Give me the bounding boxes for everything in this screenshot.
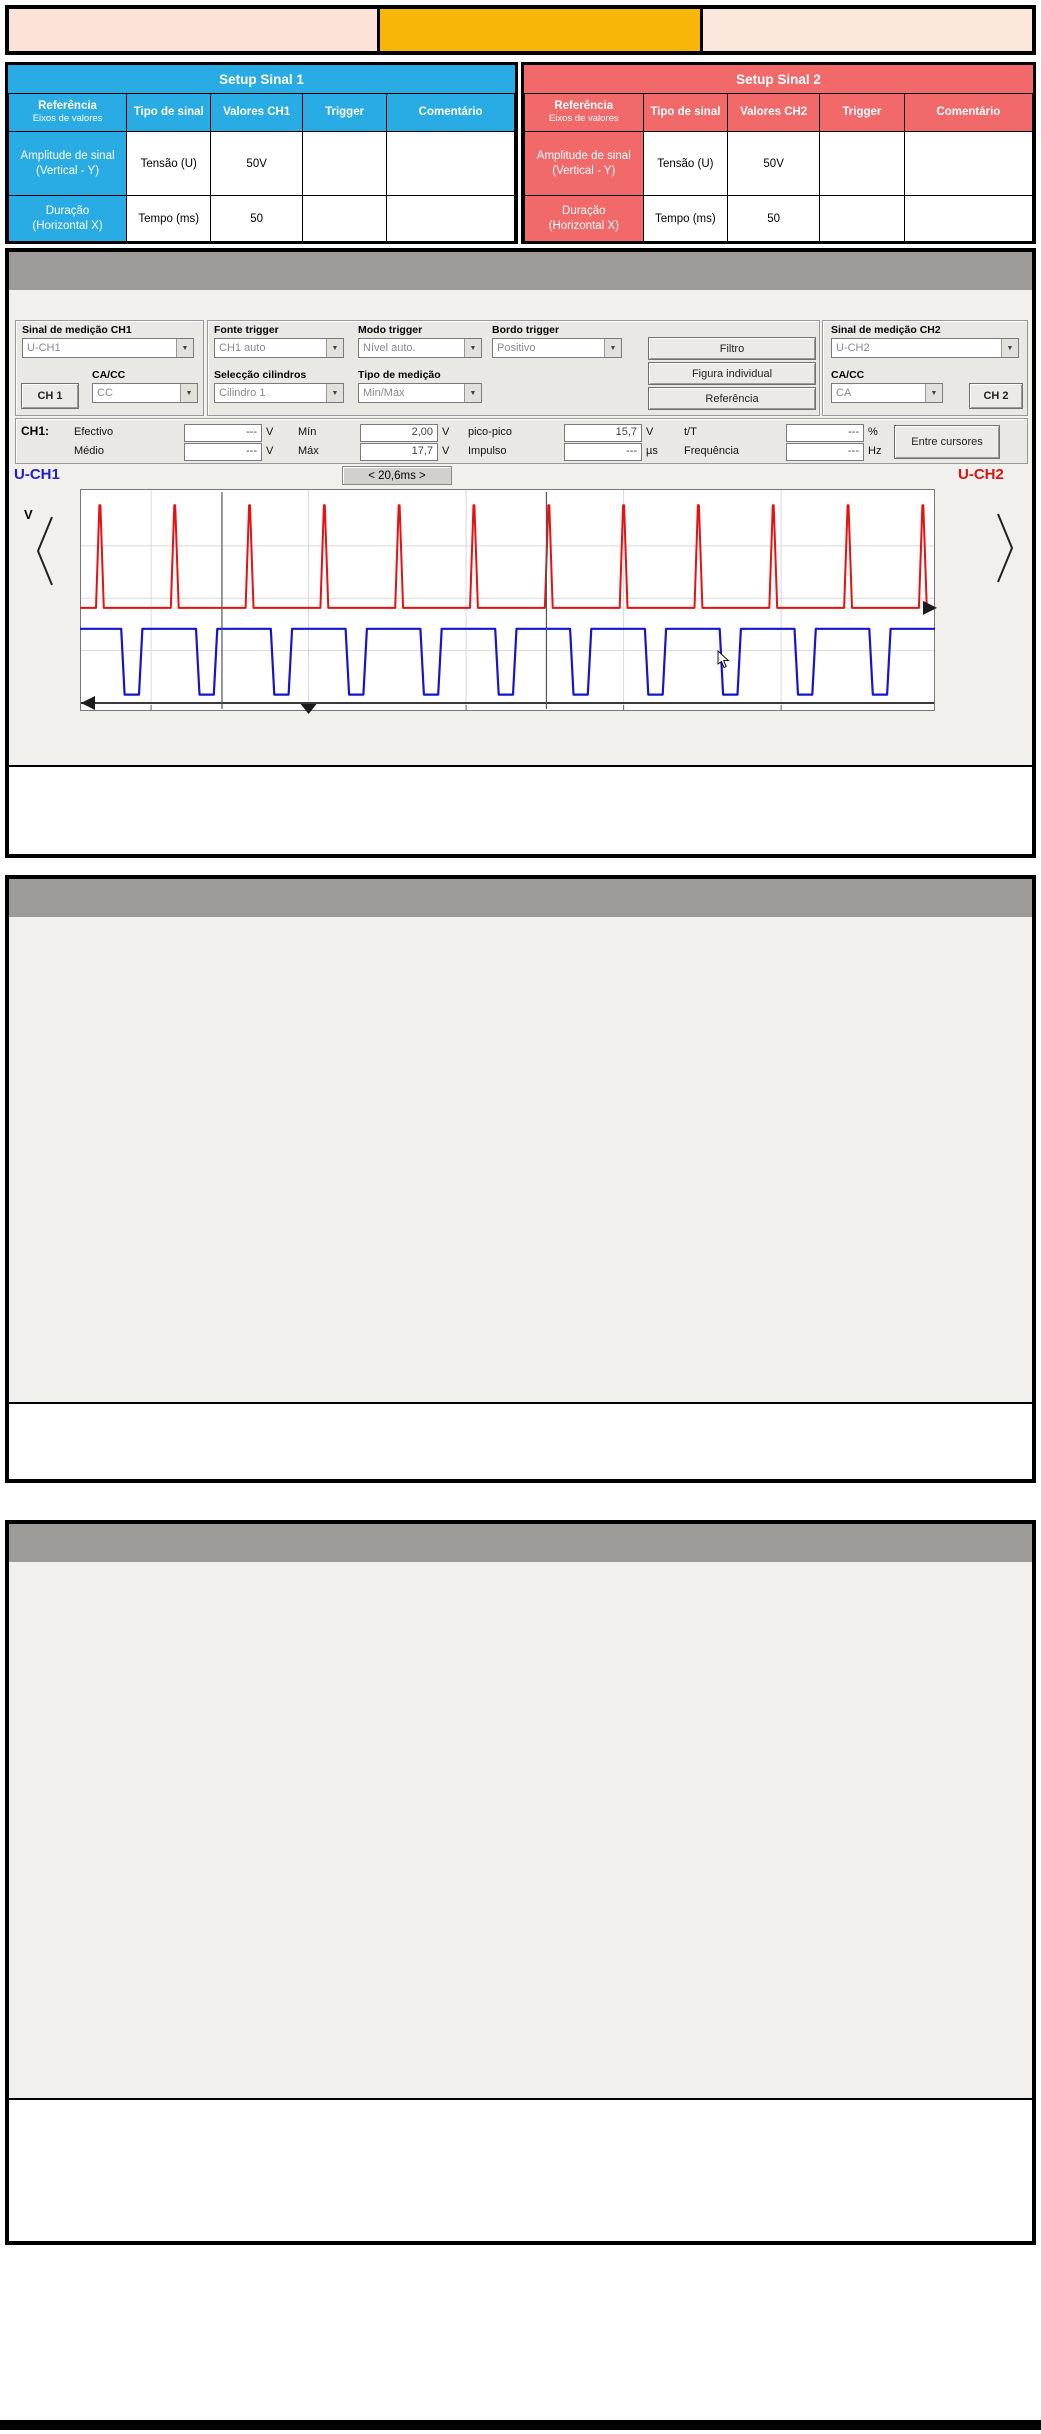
filtro-button[interactable]: Filtro [648,337,816,360]
fonte-trigger-select[interactable] [214,338,344,358]
medio-label: Médio [74,445,104,457]
referencia-button[interactable]: Referência [648,387,816,410]
comentario-cell [904,196,1032,242]
valor-cell: 50 [211,196,303,242]
measurement-section-3 [5,1520,1036,2245]
header-measured-label [377,9,703,51]
valor-cell: 50V [728,132,820,196]
ch2-signal-select-value: U-CH2 [836,342,870,354]
ch2-signal-select-arrow-icon[interactable]: ▼ [1001,339,1018,357]
trigger-cell [820,132,905,196]
col-comentario-header: Comentário [387,94,515,132]
scroll-left-chevron[interactable] [38,517,52,585]
max-value: 17,7 [360,443,438,461]
efectivo-label: Efectivo [74,426,114,438]
ch2-coupling-select-value: CA [836,387,852,399]
seleccao-cilindros-select-arrow-icon[interactable]: ▼ [326,384,343,402]
ch1-signal-group [22,324,194,358]
ch2-coupling-select-arrow-icon[interactable]: ▼ [925,384,942,402]
setup-table-grid [524,93,1033,242]
comentario-cell [387,196,515,242]
ch1-coupling-select-value: CC [97,387,113,399]
trigger-cell [302,132,386,196]
efectivo-value: --- [184,424,262,442]
ch1-coupling-group-label: CA/CC [92,369,126,381]
bordo-trigger-group-label: Bordo trigger [492,324,560,336]
pico_pico-value: 15,7 [564,424,642,442]
tipo-cell: Tempo (ms) [643,196,728,242]
col-referencia-header: Referência Eixos de valores [9,94,127,132]
ch1-signal-select-value: U-CH1 [27,342,61,354]
modo-trigger-select[interactable] [358,338,482,358]
row-label: Amplitude de sinal (Vertical - Y) [525,132,644,196]
comentario-cell [904,132,1032,196]
ch1-signal-select-arrow-icon[interactable]: ▼ [176,339,193,357]
col-valores-header: Valores CH2 [728,94,820,132]
seleccao-cilindros-select-value: Cilindro 1 [219,387,266,399]
trigger-cell [302,196,386,242]
cursor-delta-time[interactable]: < 20,6ms > [342,466,452,485]
frequencia-label: Frequência [684,445,740,457]
measurement-panel [15,418,1028,464]
setup-table-1 [5,62,518,244]
tipo-medicao-select[interactable] [358,383,482,403]
left-axis-unit: V [24,507,33,522]
row-label: Duração (Horizontal X) [9,196,127,242]
section-title-band [9,879,1032,917]
col-tipo-header: Tipo de sinal [127,94,211,132]
fonte-trigger-select-value: CH1 auto [219,342,266,354]
entre-cursores-button[interactable]: Entre cursores [894,425,1000,459]
setup-table-title: Setup Sinal 2 [524,65,1033,93]
ch2-signal-group [831,324,1019,358]
pico_pico-unit: V [646,426,654,438]
trigger-panel [207,320,820,416]
ch1-coupling-select[interactable] [92,383,198,403]
min-value: 2,00 [360,424,438,442]
graph-area [12,489,1028,757]
bordo-trigger-select[interactable] [492,338,622,358]
comment-divider [9,765,1032,767]
comentario-cell [387,132,515,196]
ch2-signal-select[interactable] [831,338,1019,358]
row-label: Amplitude de sinal (Vertical - Y) [9,132,127,196]
tipo-medicao-select-arrow-icon[interactable]: ▼ [464,384,481,402]
ch2-coupling-group-label: CA/CC [831,369,865,381]
min-unit: V [442,426,450,438]
setup-table-title: Setup Sinal 1 [8,65,515,93]
t_T-label: t/T [684,426,697,438]
setup-table-grid [8,93,515,242]
pico_pico-label: pico-pico [468,426,513,438]
col-trigger-header: Trigger [820,94,905,132]
max-unit: V [442,445,450,457]
ch2-button[interactable]: CH 2 [969,383,1023,409]
min-label: Mín [298,426,317,438]
ch1-panel [15,320,204,416]
oscilloscope-screenshot-2 [12,995,1028,1416]
ch2-signal-group-label: Sinal de medição CH2 [831,324,941,336]
tipo-cell: Tensão (U) [127,132,211,196]
tipo-medicao-select-value: Min/Máx [363,387,405,399]
section-title-band [9,1524,1032,1562]
ch1-coupling-group [92,369,198,403]
valor-cell: 50 [728,196,820,242]
seleccao-group-label: Selecção cilindros [214,369,307,381]
bordo-trigger-select-value: Positivo [497,342,536,354]
max-label: Máx [298,445,319,457]
comment-divider [9,2098,1032,2100]
fonte-trigger-group-label: Fonte trigger [214,324,279,336]
ch2-coupling-group [831,369,943,403]
trigger-cell [820,196,905,242]
tipo-cell: Tensão (U) [643,132,728,196]
valor-cell: 50V [211,132,303,196]
section-title-band [9,252,1032,290]
page-bottom-rule [0,2420,1041,2430]
ch1-signal-select[interactable] [22,338,194,358]
modo-trigger-select-arrow-icon[interactable]: ▼ [464,339,481,357]
modo-trigger-group [358,324,482,358]
comment-divider [9,1402,1032,1404]
figura-individual-button[interactable]: Figura individual [648,362,816,385]
seleccao-cilindros-select[interactable] [214,383,344,403]
waveform-plot [12,489,1028,757]
measurement-section-1 [5,248,1036,858]
oscilloscope-screenshot-3 [12,1640,1028,2091]
col-tipo-header: Tipo de sinal [643,94,728,132]
measurement-section-2 [5,875,1036,1483]
document-header [5,5,1036,55]
t_T-unit: % [868,426,878,438]
ch2-coupling-select[interactable] [831,383,943,403]
bordo-trigger-select-arrow-icon[interactable]: ▼ [604,339,621,357]
modo-trigger-select-value: Nível auto. [363,342,416,354]
frequencia-value: --- [786,443,864,461]
frequencia-unit: Hz [868,445,882,457]
row-label: Duração (Horizontal X) [525,196,644,242]
header-measured-value [703,9,1032,51]
modo-trigger-group-label: Modo trigger [358,324,423,336]
setup-table-2 [521,62,1036,244]
col-valores-header: Valores CH1 [211,94,303,132]
header-empty-cell [9,9,377,51]
medio-value: --- [184,443,262,461]
bordo-trigger-group [492,324,622,358]
ch1-signal-group-label: Sinal de medição CH1 [22,324,132,336]
impulso-label: Impulso [468,445,507,457]
scroll-right-chevron[interactable] [998,514,1012,582]
fonte-trigger-group [214,324,344,358]
tipo-cell: Tempo (ms) [127,196,211,242]
impulso-unit: µs [646,445,658,457]
t_T-value: --- [786,424,864,442]
col-comentario-header: Comentário [904,94,1032,132]
tipo-medicao-group [358,369,482,403]
oscilloscope-screenshot-1 [12,320,1028,757]
medio-unit: V [266,445,274,457]
ch1-coupling-select-arrow-icon[interactable]: ▼ [180,384,197,402]
ch1-prefix-label: CH1: [21,424,50,438]
setup-tables [5,62,1036,244]
fonte-trigger-select-arrow-icon[interactable]: ▼ [326,339,343,357]
col-trigger-header: Trigger [302,94,386,132]
impulso-value: --- [564,443,642,461]
col-referencia-header: Referência Eixos de valores [525,94,644,132]
seleccao-group [214,369,344,403]
ch2-panel [822,320,1028,416]
efectivo-unit: V [266,426,274,438]
uch1-label: U-CH1 [14,466,60,483]
ch1-button[interactable]: CH 1 [21,383,79,409]
tipo-medicao-group-label: Tipo de medição [358,369,441,381]
uch2-label: U-CH2 [958,466,1004,483]
